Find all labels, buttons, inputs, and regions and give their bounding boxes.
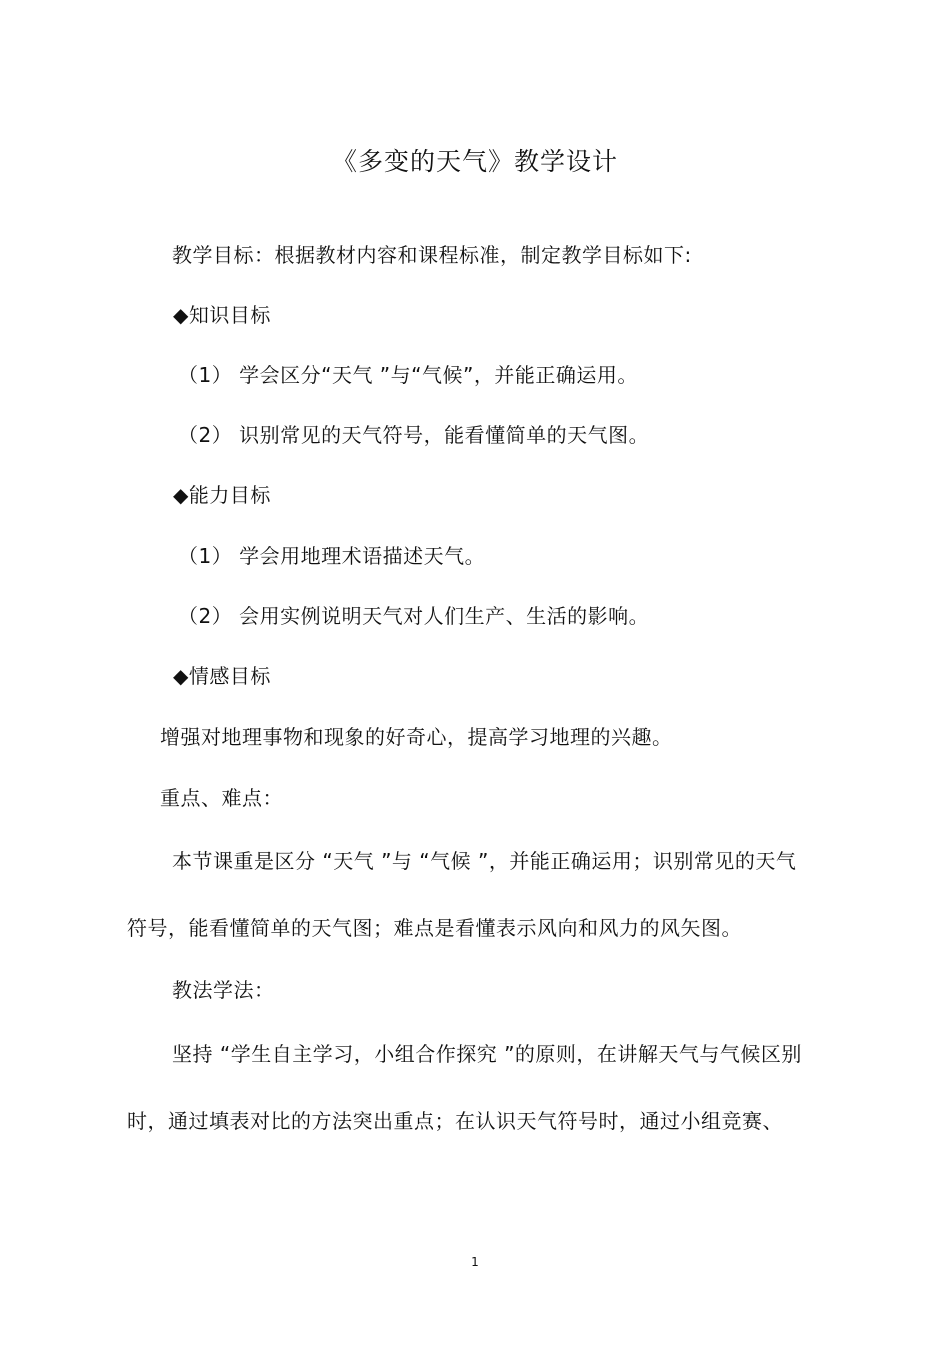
ability-objective-1: （1） 学会用地理术语描述天气。 <box>178 544 486 568</box>
document-title: 《多变的天气》教学设计 <box>331 147 618 176</box>
ability-objective-2: （2） 会用实例说明天气对人们生产、生活的影响。 <box>178 604 650 628</box>
teaching-objectives-intro: 教学目标：根据教材内容和课程标准，制定教学目标如下: <box>172 243 692 267</box>
knowledge-objective-2: （2） 识别常见的天气符号，能看懂简单的天气图。 <box>178 423 650 447</box>
emotion-objective: 增强对地理事物和现象的好奇心，提高学习地理的兴趣。 <box>160 725 673 749</box>
key-points-heading: 重点、难点： <box>160 786 283 810</box>
emotion-objectives-heading: ◆情感目标 <box>173 664 271 688</box>
knowledge-objectives-heading: ◆知识目标 <box>173 303 271 327</box>
ability-objectives-heading: ◆能力目标 <box>173 483 271 507</box>
teaching-methods-paragraph-line-1: 坚持 “学生自主学习，小组合作探究 ”的原则，在讲解天气与气候区别 <box>172 1042 802 1066</box>
page-number: 1 <box>471 1255 479 1269</box>
knowledge-objective-1: （1） 学会区分“天气 ”与“气候”，并能正确运用。 <box>178 363 638 387</box>
key-points-paragraph-line-1: 本节课重是区分 “天气 ”与 “气候 ”，并能正确运用；识别常见的天气 <box>172 849 797 873</box>
teaching-methods-heading: 教法学法： <box>172 978 275 1002</box>
teaching-methods-paragraph-line-2: 时，通过填表对比的方法突出重点；在认识天气符号时，通过小组竞赛、 <box>127 1109 783 1133</box>
key-points-paragraph-line-2: 符号，能看懂简单的天气图；难点是看懂表示风向和风力的风矢图。 <box>127 916 742 940</box>
